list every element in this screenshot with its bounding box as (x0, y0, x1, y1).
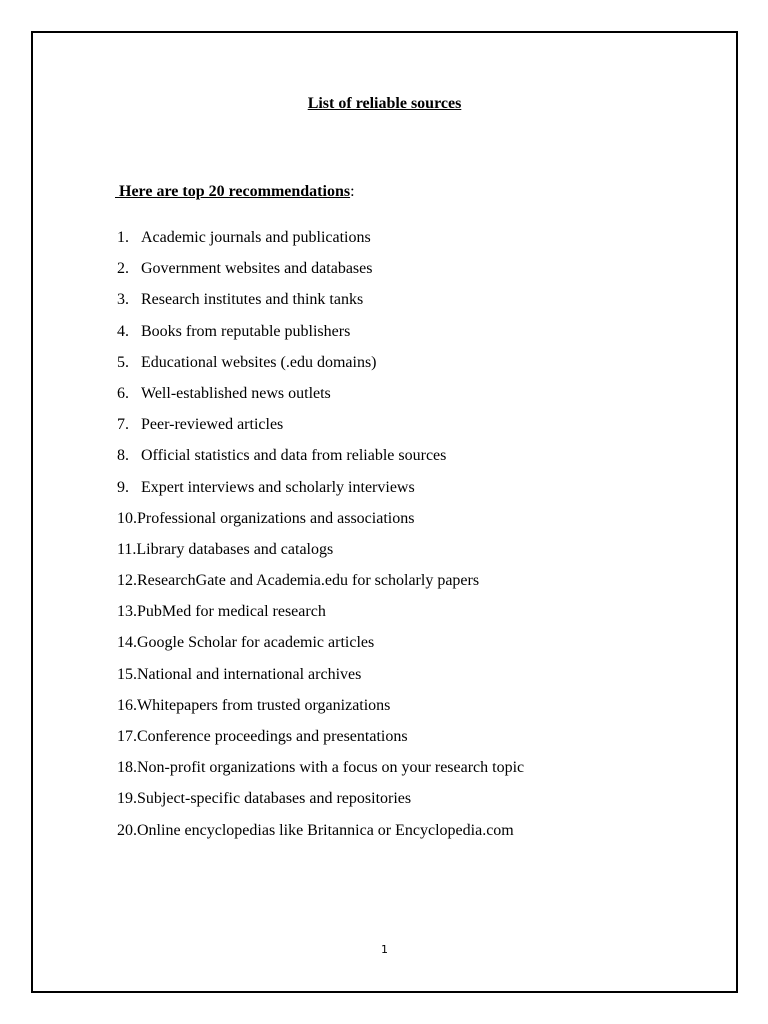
list-item (117, 322, 524, 353)
list-item-text: PubMed for medical research (137, 603, 326, 621)
page-number: 1 (381, 943, 388, 956)
list-item-text: Subject-specific databases and repositories (137, 790, 412, 808)
intro-heading: Here are top 20 recommendations (115, 183, 351, 200)
list-item-number: 18. (117, 759, 137, 777)
list-item-text: Academic journals and publications (141, 229, 371, 246)
list-item (117, 509, 524, 540)
list-item-number: 1. (117, 229, 129, 246)
list-item (117, 571, 524, 602)
list-item-number: 17. (117, 728, 137, 745)
list-item-number: 6. (117, 384, 129, 402)
list-item-number: 2. (117, 260, 129, 278)
sources-list (117, 228, 524, 852)
list-item-text: Educational websites (.edu domains) (141, 353, 377, 371)
list-item-text: ResearchGate and Academia.edu for scholarly papers (137, 572, 480, 590)
document-page (31, 31, 738, 993)
list-item-text: Expert interviews and scholarly interviews (141, 478, 415, 496)
list-item-number: 16. (117, 696, 137, 714)
list-item-number: 19. (117, 790, 137, 808)
list-item-text: Whitepapers from trusted organizations (137, 696, 391, 714)
intro-line (115, 183, 355, 201)
list-item-number: 20. (117, 821, 137, 839)
list-item-text: Government websites and databases (141, 260, 373, 278)
list-item-text: Conference proceedings and presentations (137, 728, 408, 745)
list-item (117, 478, 524, 509)
list-item (117, 821, 524, 852)
list-item-text: Official statistics and data from reliable sources (141, 447, 447, 465)
list-item (117, 602, 524, 633)
list-item-number: 3. (117, 291, 129, 309)
list-item-text: National and international archives (137, 665, 362, 683)
list-item-text: Online encyclopedias like Britannica or Encyclopedia.com (137, 821, 514, 839)
list-item-number: 11. (117, 540, 137, 558)
list-item (117, 727, 524, 758)
list-item-text: Books from reputable publishers (141, 322, 351, 340)
list-item-text: Peer-reviewed articles (141, 416, 284, 434)
list-item-number: 7. (117, 416, 129, 434)
list-item-number: 10. (117, 509, 137, 527)
list-item-text: Google Scholar for academic articles (137, 634, 375, 652)
list-item (117, 384, 524, 415)
list-item (117, 353, 524, 384)
page-title: List of reliable sources (307, 95, 462, 112)
list-item (117, 228, 524, 259)
list-item (117, 789, 524, 820)
list-item (117, 446, 524, 477)
list-item-text: Non-profit organizations with a focus on your research topic (137, 759, 525, 777)
list-item-number: 14. (117, 634, 137, 652)
list-item-text: Well-established news outlets (141, 384, 331, 402)
list-item (117, 540, 524, 571)
list-item-number: 15. (117, 665, 137, 683)
list-item (117, 758, 524, 789)
list-item-number: 8. (117, 447, 129, 465)
intro-colon: : (350, 183, 355, 200)
list-item-text: Library databases and catalogs (136, 540, 334, 558)
list-item-number: 13. (117, 603, 137, 621)
list-item-number: 12. (117, 572, 137, 590)
list-item-text: Research institutes and think tanks (141, 291, 364, 309)
list-item (117, 633, 524, 664)
list-item (117, 259, 524, 290)
list-item (117, 696, 524, 727)
list-item-number: 4. (117, 322, 129, 340)
list-item-number: 5. (117, 353, 129, 371)
list-item (117, 665, 524, 696)
list-item (117, 415, 524, 446)
list-item (117, 290, 524, 321)
list-item-number: 9. (117, 478, 129, 496)
list-item-text: Professional organizations and associations (137, 509, 415, 527)
